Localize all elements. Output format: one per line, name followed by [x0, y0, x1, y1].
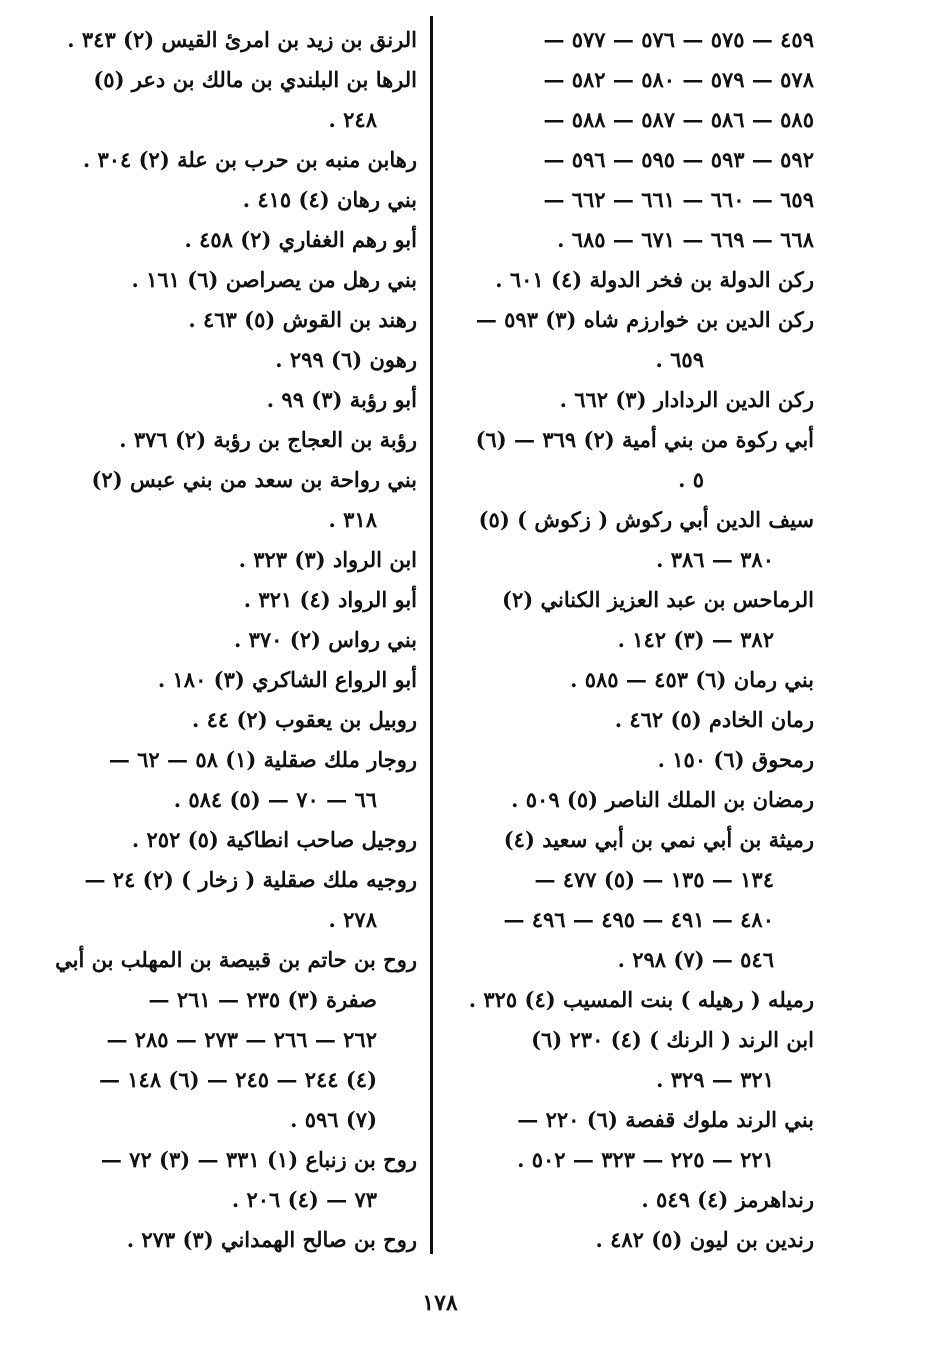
index-line: ٥ . [678, 467, 704, 492]
index-entry: رميثة بن أبي نمي بن أبي سعيد (٤) [503, 827, 814, 852]
index-line: ٢٦٢ — ٢٦٦ — ٢٧٣ — ٢٨٥ — [106, 1027, 377, 1052]
index-entry: رؤبة بن العجاج بن رؤبة (٢) ٣٧٦ . [119, 427, 417, 452]
index-entry: رهابن منبه بن حرب بن علة (٢) ٣٠٤ . [82, 147, 417, 172]
index-entry: أبي ركوة من بني أمية (٢) ٣٦٩ — (٦) [475, 427, 814, 452]
index-entry: بني رمان (٦) ٤٥٣ — ٥٨٥ . [570, 667, 814, 692]
index-entry: ركن الدولة بن فخر الدولة (٤) ٦٠١ . [495, 267, 814, 292]
index-entry: روبيل بن يعقوب (٢) ٤٤ . [191, 707, 417, 732]
index-line: ١٣٤ — ١٣٥ — (٥) ٤٧٧ — [534, 867, 774, 892]
index-entry: أبو رؤبة (٣) ٩٩ . [266, 387, 417, 412]
left-column [55, 20, 417, 1260]
index-entry: أبو رهم الغفاري (٢) ٤٥٨ . [184, 227, 417, 252]
index-line: ٤٨٠ — ٤٩١ — ٤٩٥ — ٤٩٦ — [503, 907, 774, 932]
column-divider [430, 16, 433, 1254]
index-entry: روح بن زنباع (١) ٣٣١ — (٣) ٧٢ — [100, 1147, 417, 1172]
index-line: ٢٤٨ . [328, 107, 377, 132]
index-line: ٣٨٢ — (٣) ١٤٢ . [617, 627, 774, 652]
index-line: ٢٧٨ . [328, 907, 377, 932]
index-entry: بني رواحة بن سعد من بني عبس (٢) [91, 467, 417, 492]
index-entry: رميله ( رهيله ) بنت المسيب (٤) ٣٢٥ . [468, 987, 814, 1012]
index-entry: الرها بن البلندي بن مالك بن دعر (٥) [93, 67, 417, 92]
index-line: ٥٩٢ — ٥٩٣ — ٥٩٥ — ٥٩٦ — [543, 147, 814, 172]
index-line: ٦٥٩ — ٦٦٠ — ٦٦١ — ٦٦٢ — [543, 187, 814, 212]
index-entry: رمان الخادم (٥) ٤٦٢ . [614, 707, 814, 732]
index-entry: روجار ملك صقلية (١) ٥٨ — ٦٢ — [108, 747, 417, 772]
index-entry: رهون (٦) ٢٩٩ . [275, 347, 417, 372]
index-line: (٤) ٢٤٤ — ٢٤٥ — (٦) ١٤٨ — [98, 1067, 377, 1092]
index-line: ٢٢١ — ٢٢٥ — ٣٢٣ — ٥٠٢ . [517, 1147, 774, 1172]
index-line: (٧) ٥٩٦ . [290, 1107, 377, 1132]
index-entry: روجيه ملك صقلية ( زخار ) (٢) ٢٤ — [84, 867, 417, 892]
index-line: صفرة (٣) ٢٣٥ — ٢٦١ — [148, 987, 377, 1012]
index-entry: بني رهل من يصراصن (٦) ١٦١ . [131, 267, 417, 292]
index-entry: روح بن حاتم بن قبيصة بن المهلب بن أبي [55, 947, 417, 972]
index-entry: ركن الدين الردادار (٣) ٦٦٢ . [559, 387, 814, 412]
index-entry: ابن الرواد (٣) ٣٢٣ . [238, 547, 417, 572]
index-line: ٦٦ — ٧٠ — (٥) ٥٨٤ . [173, 787, 377, 812]
index-line: ٥٤٦ — (٧) ٢٩٨ . [617, 947, 774, 972]
index-line: ٥٧٨ — ٥٧٩ — ٥٨٠ — ٥٨٢ — [543, 67, 814, 92]
index-line: ٣١٨ . [328, 507, 377, 532]
index-line: ٦٥٩ . [655, 347, 704, 372]
index-entry: روح بن صالح الهمداني (٣) ٢٧٣ . [126, 1227, 417, 1252]
right-column [458, 20, 814, 1260]
index-entry: رنداهرمز (٤) ٥٤٩ . [641, 1187, 814, 1212]
index-line: ٦٦٨ — ٦٦٩ — ٦٧١ — ٦٨٥ . [557, 227, 814, 252]
index-entry: ركن الدين بن خوارزم شاه (٣) ٥٩٣ — [475, 307, 814, 332]
index-entry: أبو الرواد (٤) ٣٢١ . [243, 587, 417, 612]
index-line: ٤٥٩ — ٥٧٥ — ٥٧٦ — ٥٧٧ — [543, 27, 814, 52]
index-line: ٣٨٠ — ٣٨٦ . [656, 547, 774, 572]
index-entry: رمضان بن الملك الناصر (٥) ٥٠٩ . [511, 787, 814, 812]
index-entry: بني رواس (٢) ٣٧٠ . [234, 627, 417, 652]
index-line: ٥٨٥ — ٥٨٦ — ٥٨٧ — ٥٨٨ — [543, 107, 814, 132]
index-entry: رندين بن ليون (٥) ٤٨٢ . [595, 1227, 814, 1252]
page-number: ١٧٨ [422, 1290, 458, 1316]
index-entry: الرماحس بن عبد العزيز الكناني (٢) [502, 587, 814, 612]
index-line: ٣٢١ — ٣٢٩ . [656, 1067, 774, 1092]
index-entry: سيف الدين أبي ركوش ( زكوش ) (٥) [478, 507, 814, 532]
index-entry: رهند بن القوش (٥) ٤٦٣ . [188, 307, 417, 332]
index-entry: بني الرند ملوك قفصة (٦) ٢٢٠ — [517, 1107, 814, 1132]
index-entry: روجيل صاحب انطاكية (٥) ٢٥٢ . [131, 827, 417, 852]
index-line: ٧٣ — (٤) ٢٠٦ . [231, 1187, 377, 1212]
index-entry: رمحوق (٦) ١٥٠ . [657, 747, 814, 772]
index-entry: بني رهان (٤) ٤١٥ . [242, 187, 417, 212]
index-entry: ابن الرند ( الرنك ) (٤) ٢٣٠ (٦) [531, 1027, 814, 1052]
index-entry: الرنق بن زيد بن امرئ القيس (٢) ٣٤٣ . [67, 27, 417, 52]
index-entry: أبو الرواع الشاكري (٣) ١٨٠ . [157, 667, 417, 692]
